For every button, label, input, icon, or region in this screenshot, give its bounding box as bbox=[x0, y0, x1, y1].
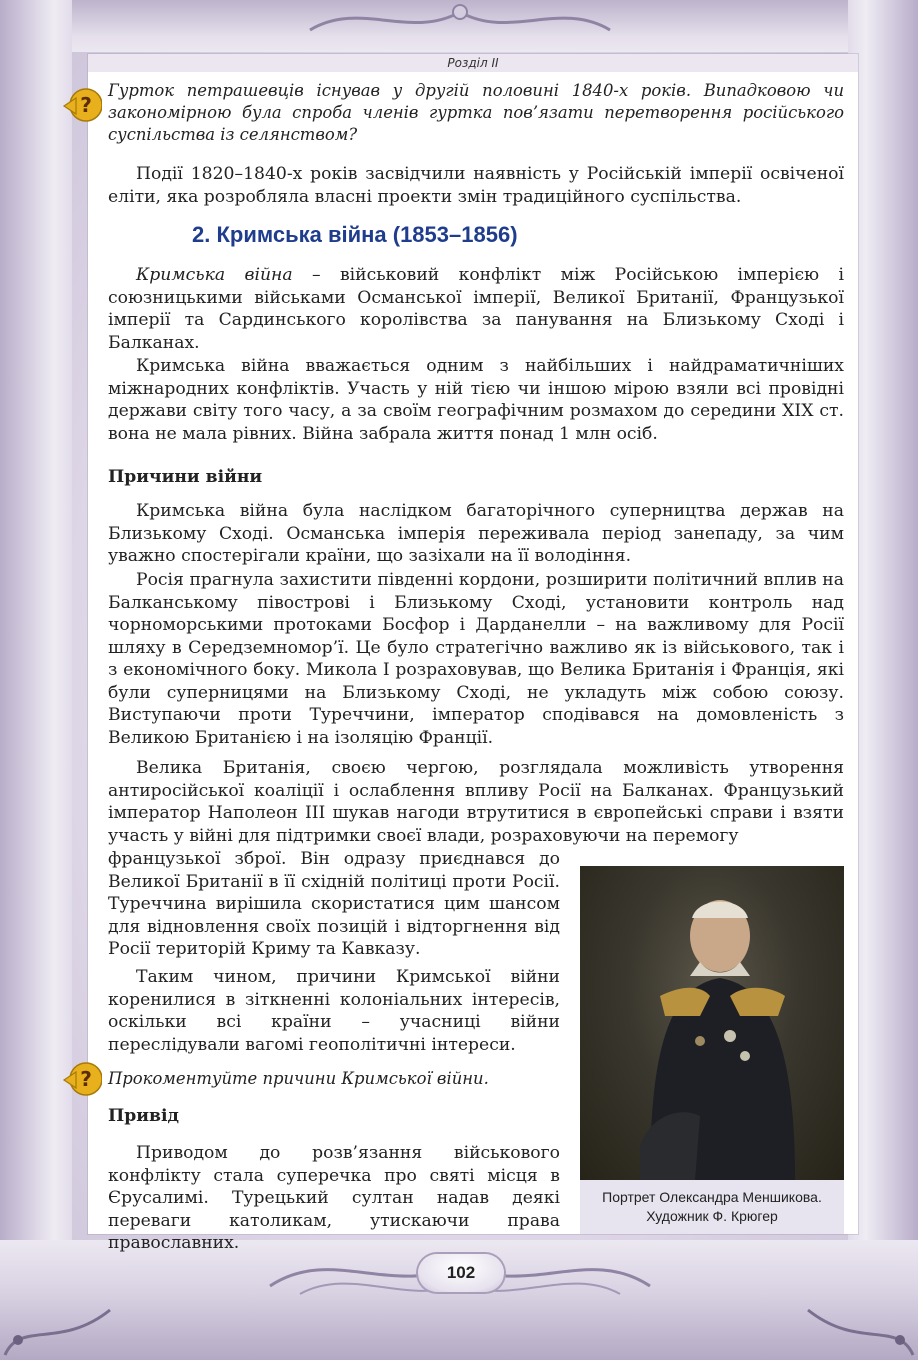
svg-text:?: ? bbox=[80, 93, 92, 117]
paragraph: Таким чином, причини Кримської війни коренилися в зіткненні колоніальних інтересів, оскільки всі країни – учасниці війни переслідували вагомі геополітичні інтереси. bbox=[108, 967, 560, 1055]
page-number: 102 bbox=[418, 1254, 504, 1292]
caption-text: Портрет Олександра Меншикова. Художник Ф. Крюгер bbox=[602, 1189, 822, 1224]
definition-term: Кримська війна bbox=[136, 265, 293, 285]
portrait-caption bbox=[580, 1180, 844, 1234]
corner-ornament-right bbox=[798, 1290, 918, 1360]
subheading: Привід bbox=[108, 1106, 179, 1126]
paragraph: Приводом до розв’язання військового конфлікту стала суперечка про святі місця в Єрусалимі. Турецький султан надав деякі переваги католикам, утискаючи права православних. bbox=[108, 1143, 560, 1253]
paragraph: Велика Британія, своєю чергою, розглядала можливість утворення антиросійської коаліції і ослаблення впливу Росії на Балканах. Французький імператор Наполеон III шукав нагоди втрутитися в європейські справи і взяти участь у війні для підтримки своєї влади, розраховуючи на перемогу bbox=[108, 758, 844, 846]
question-text: Прокоментуйте причини Кримської війни. bbox=[108, 1069, 489, 1088]
paragraph: Кримська війна була наслідком багаторічного суперництва держав на Близькому Сході. Османська імперія переживала період занепаду, за чим уважно спостерігали країни, що зазіхали на її володіння. bbox=[108, 501, 844, 566]
question-text: Гурток петрашевців існував у другій половині 1840-х років. Випадковою чи закономірною була спроба членів гуртка пов’язати перетворення російського суспільства із селянством? bbox=[108, 81, 844, 144]
paragraph-continued: французької зброї. Він одразу приєднався до Великої Британії в її східній політиці проти Росії. Туреччина вирішила скористатися цим шансом для відновлення своїх позицій і відторгнення від Росії територій Криму та Кавказу. bbox=[108, 849, 560, 959]
corner-ornament-left bbox=[0, 1290, 120, 1360]
question-icon bbox=[62, 1060, 102, 1098]
section-heading: 2. Кримська війна (1853–1856) bbox=[192, 222, 518, 247]
question-icon bbox=[62, 86, 102, 124]
paragraph: Події 1820–1840-х років засвідчили наявність у Російській імперії освіченої еліти, яка розробляла власні проекти змін традиційного суспільства. bbox=[108, 164, 844, 207]
definition-paragraph bbox=[108, 264, 844, 354]
paragraph: Кримська війна вважається одним з найбільших і найдраматичніших міжнародних конфліктів. Участь у ній тією чи іншою мірою взяли всі провідні держави світу того часу, а за своїм географічним розмахом до середини XIX ст. вона не мала рівних. Війна забрала життя понад 1 млн осіб. bbox=[108, 356, 844, 444]
section-header: Розділ ІІ bbox=[88, 54, 858, 72]
subheading: Причини війни bbox=[108, 467, 263, 487]
portrait-image bbox=[580, 866, 844, 1180]
top-ornament bbox=[300, 0, 620, 40]
paragraph: Росія прагнула захистити південні кордони, розширити політичний вплив на Балканському півострові і Близькому Сході, установити контроль над чорноморськими протоками Босфор і Дарданелли – на важливому для Росії шляху в Середземномор’ї. Це було стратегічно важливо як із військового, так і з економічного боку. Микола І розраховував, що Велика Британія і Франція, які були суперницями на Близькому Сході, не укладуть між собою союзу. Виступаючи проти Туреччини, імператор сподівався на домовленість з Великою Британією і на ізоляцію Франції. bbox=[108, 570, 844, 748]
frame-left-border bbox=[0, 0, 72, 1360]
definition-text: – військовий конфлікт між Російською імперією і союзницькими військами Османської імперії, Великої Британії, Французької імперії та Сардинського королівства за панування на Близькому Сході і Балканах. bbox=[108, 265, 844, 353]
frame-right-border bbox=[848, 0, 918, 1360]
svg-text:?: ? bbox=[80, 1067, 92, 1091]
